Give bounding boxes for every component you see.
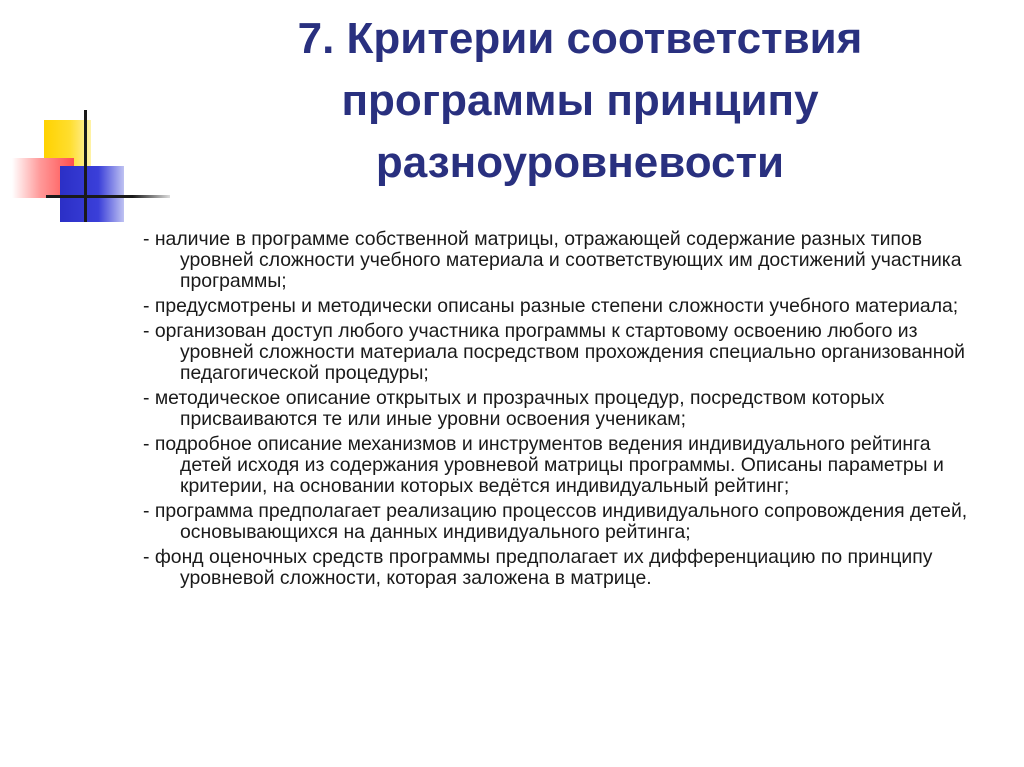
title-line: программы принципу	[341, 76, 819, 125]
list-item: - подробное описание механизмов и инструментов ведения индивидуального рейтинга детей исходя из содержания уровневой матрицы программы. Описаны параметры и критерии, на основании которых ведётся индивидуальный рейтинг;	[143, 433, 944, 497]
list-item: - предусмотрены и методически описаны разные степени сложности учебного материала;	[143, 295, 959, 317]
vertical-line	[84, 110, 87, 222]
title-line: 7. Критерии соответствия	[297, 14, 863, 63]
horizontal-line	[46, 195, 170, 198]
title-line: разноуровневости	[375, 138, 785, 187]
list-item: - наличие в программе собственной матрицы, отражающей содержание разных типов уровней сложности учебного материала и соответствующих им достижений участника программы;	[143, 228, 962, 292]
decorative-squares-logo	[0, 0, 170, 240]
list-item: - программа предполагает реализацию процессов индивидуального сопровождения детей, основывающихся на данных индивидуального рейтинга;	[143, 500, 968, 543]
blue-square	[60, 166, 124, 222]
list-item: - методическое описание открытых и прозрачных процедур, посредством которых присваиваются те или иные уровни освоения ученикам;	[143, 387, 885, 430]
list-item: - организован доступ любого участника программы к стартовому освоению любого из уровней сложности материала посредством прохождения специально организованной педагогической процедуры;	[143, 320, 966, 384]
criteria-list	[143, 229, 973, 593]
slide-title	[150, 8, 1010, 194]
list-item: - фонд оценочных средств программы предполагает их дифференциацию по принципу уровневой сложности, которая заложена в матрице.	[143, 546, 933, 589]
